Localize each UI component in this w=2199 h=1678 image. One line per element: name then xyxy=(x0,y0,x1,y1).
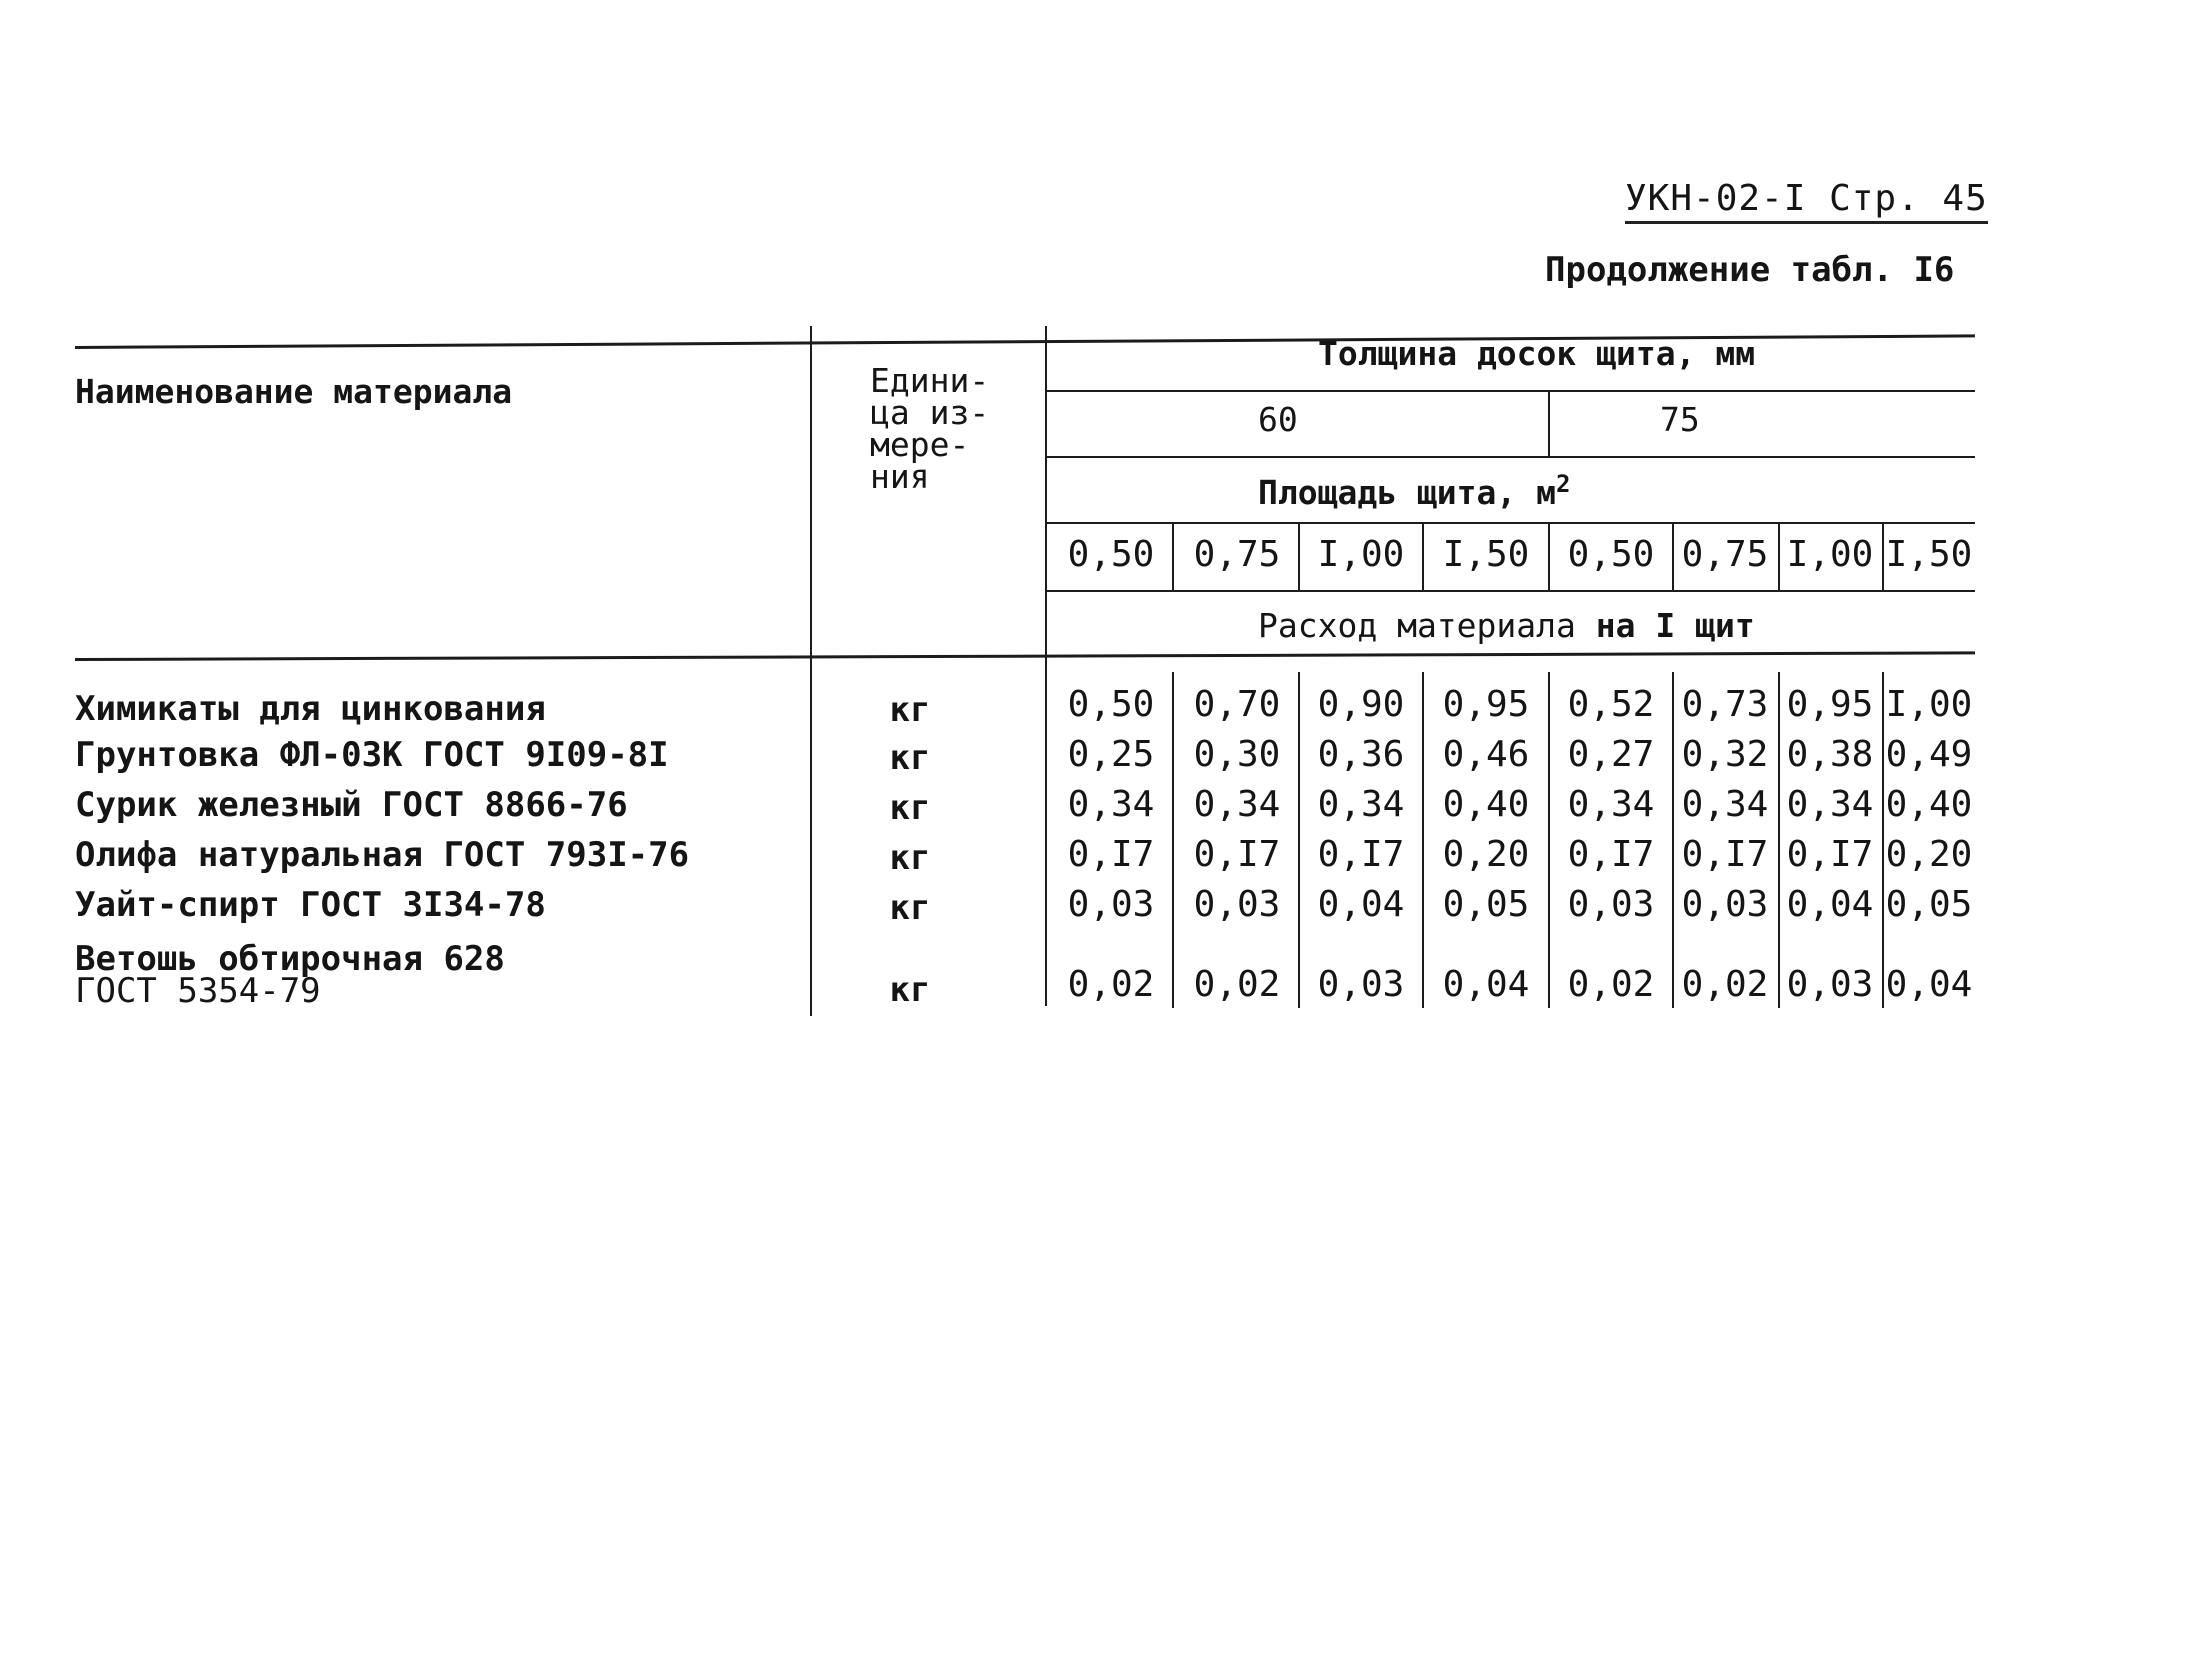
table-cell: 0,49 xyxy=(1885,734,1973,775)
table-cell: 0,03 xyxy=(1193,884,1281,925)
table-cell: 0,I7 xyxy=(1317,834,1405,875)
table-cell: 0,40 xyxy=(1885,784,1973,825)
document-code: УКН-02-I Стр. 45 xyxy=(1625,178,1988,224)
area-value: I,50 xyxy=(1885,534,1973,575)
table-cell: 0,38 xyxy=(1786,734,1874,775)
table-cell: 0,34 xyxy=(1681,784,1769,825)
row-unit: кг xyxy=(889,888,931,928)
table-cell: 0,04 xyxy=(1885,964,1973,1005)
area-header-text: Площадь щита, м xyxy=(1258,473,1557,512)
area-value: I,00 xyxy=(1317,534,1405,575)
table-cell: 0,40 xyxy=(1442,784,1530,825)
area-value: 0,50 xyxy=(1567,534,1655,575)
table-cell: 0,04 xyxy=(1442,964,1530,1005)
table-cell: 0,20 xyxy=(1885,834,1973,875)
area-header-superscript: 2 xyxy=(1556,470,1571,498)
table-cell: 0,34 xyxy=(1786,784,1874,825)
row-name: Ветошь обтирочная 628 xyxy=(75,939,505,979)
row-name: Уайт-спирт ГОСТ 3I34-78 xyxy=(75,885,546,925)
thickness-header: Толщина досок щита, мм xyxy=(1318,334,1756,373)
row-name: Химикаты для цинкования xyxy=(75,689,546,729)
data-col-divider-3 xyxy=(1422,672,1424,1008)
rule-under-thickness xyxy=(1045,390,1975,392)
table-cell: 0,36 xyxy=(1317,734,1405,775)
table-cell: 0,03 xyxy=(1317,964,1405,1005)
table-cell: 0,02 xyxy=(1193,964,1281,1005)
thickness-value-75: 75 xyxy=(1660,400,1700,439)
consumption-header xyxy=(1258,606,1755,645)
table-cell: 0,04 xyxy=(1786,884,1874,925)
row-unit: кг xyxy=(889,738,931,778)
thickness-value-60: 60 xyxy=(1258,400,1298,439)
table-cell: 0,02 xyxy=(1067,964,1155,1005)
table-cell: 0,73 xyxy=(1681,684,1769,725)
table-cell: 0,05 xyxy=(1885,884,1973,925)
divider-name-unit xyxy=(810,326,812,1016)
area-header xyxy=(1258,470,1570,512)
row-unit: кг xyxy=(889,788,931,828)
header-bottom-rule xyxy=(75,651,1975,661)
area-value: 0,75 xyxy=(1681,534,1769,575)
table-cell: 0,34 xyxy=(1067,784,1155,825)
col-divider-3 xyxy=(1422,524,1424,590)
table-cell: 0,20 xyxy=(1442,834,1530,875)
divider-unit-values xyxy=(1045,326,1047,1006)
area-value: 0,75 xyxy=(1193,534,1281,575)
table-cell: 0,25 xyxy=(1067,734,1155,775)
table-cell: 0,32 xyxy=(1681,734,1769,775)
table-cell: 0,03 xyxy=(1681,884,1769,925)
data-col-divider-1 xyxy=(1172,672,1174,1008)
name-column-header: Наименование материала xyxy=(75,372,513,411)
table-cell: 0,05 xyxy=(1442,884,1530,925)
table-cell: 0,03 xyxy=(1567,884,1655,925)
col-divider-1 xyxy=(1172,524,1174,590)
table-cell: 0,52 xyxy=(1567,684,1655,725)
row-unit: кг xyxy=(889,970,931,1010)
table-cell: 0,34 xyxy=(1567,784,1655,825)
table-cell: 0,I7 xyxy=(1067,834,1155,875)
table-cell: 0,34 xyxy=(1193,784,1281,825)
table-cell: 0,95 xyxy=(1786,684,1874,725)
table-cell: 0,02 xyxy=(1681,964,1769,1005)
area-value: 0,50 xyxy=(1067,534,1155,575)
table-cell: 0,I7 xyxy=(1681,834,1769,875)
area-value: I,00 xyxy=(1786,534,1874,575)
consumption-header-text: Расход материала xyxy=(1258,606,1576,645)
table-cell: 0,I7 xyxy=(1786,834,1874,875)
row-unit: кг xyxy=(889,690,931,730)
table-cell: 0,03 xyxy=(1786,964,1874,1005)
table-cell: 0,70 xyxy=(1193,684,1281,725)
row-name: Грунтовка ФЛ-03К ГОСТ 9I09-8I xyxy=(75,735,669,775)
table-cell: 0,I7 xyxy=(1193,834,1281,875)
table-cell: 0,I7 xyxy=(1567,834,1655,875)
row-name-continuation: ГОСТ 5354-79 xyxy=(75,971,321,1011)
table-cell: I,00 xyxy=(1885,684,1973,725)
divider-thickness-groups xyxy=(1548,392,1550,456)
table-cell: 0,34 xyxy=(1317,784,1405,825)
table-cell: 0,03 xyxy=(1067,884,1155,925)
table-cell: 0,95 xyxy=(1442,684,1530,725)
table-cell: 0,27 xyxy=(1567,734,1655,775)
table-cell: 0,90 xyxy=(1317,684,1405,725)
rule-under-area xyxy=(1045,522,1975,524)
table-cell: 0,30 xyxy=(1193,734,1281,775)
row-name: Олифа натуральная ГОСТ 793I-76 xyxy=(75,835,690,875)
table-continuation-label: Продолжение табл. I6 xyxy=(1545,250,1955,290)
table-cell: 0,50 xyxy=(1067,684,1155,725)
consumption-header-bold: на I щит xyxy=(1595,606,1755,645)
area-value: I,50 xyxy=(1442,534,1530,575)
unit-column-header: Едини- ца из- мере- ния xyxy=(870,361,990,496)
table-cell: 0,46 xyxy=(1442,734,1530,775)
table-cell: 0,04 xyxy=(1317,884,1405,925)
rule-under-area-values xyxy=(1045,590,1975,592)
rule-under-thickness-values xyxy=(1045,456,1975,458)
table-cell: 0,02 xyxy=(1567,964,1655,1005)
row-name: Сурик железный ГОСТ 8866-76 xyxy=(75,785,628,825)
row-unit: кг xyxy=(889,838,931,878)
